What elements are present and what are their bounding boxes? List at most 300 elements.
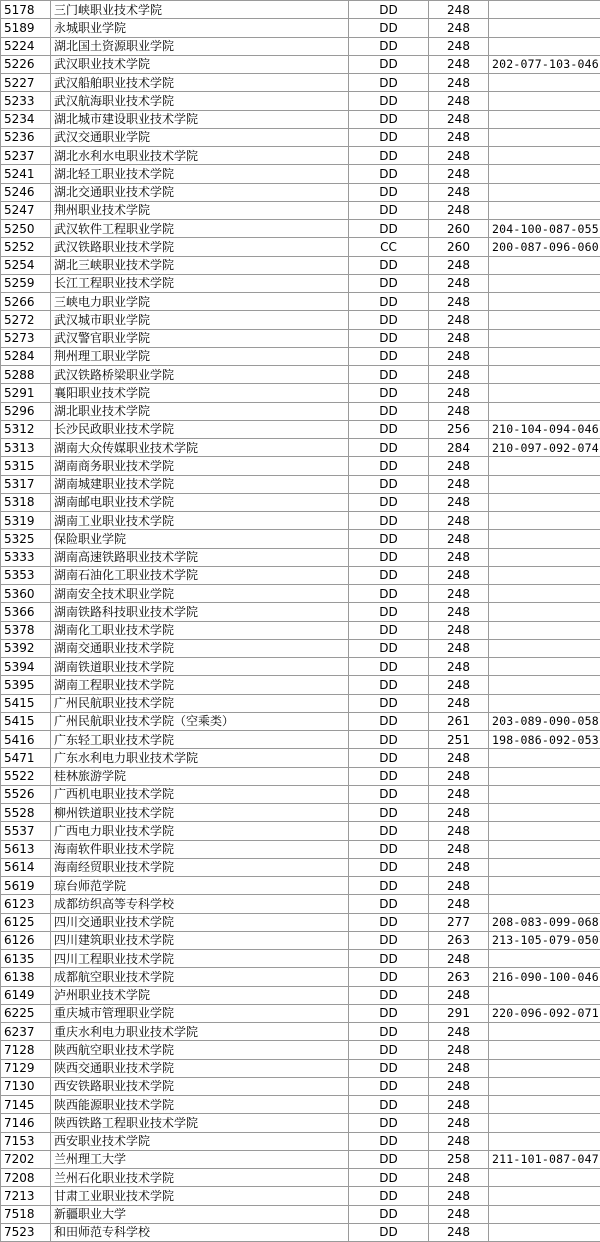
school-code-cell: 5236 xyxy=(1,128,51,146)
score-detail-cell xyxy=(489,493,600,511)
score-detail-cell xyxy=(489,457,600,475)
grade-cell: DD xyxy=(349,913,429,931)
table-row xyxy=(1,384,600,402)
score-detail-cell xyxy=(489,694,600,712)
school-code-cell: 5528 xyxy=(1,804,51,822)
grade-cell: DD xyxy=(349,968,429,986)
score-detail-cell xyxy=(489,147,600,165)
school-code-cell: 7213 xyxy=(1,1187,51,1205)
school-code-cell: 5526 xyxy=(1,785,51,803)
score-cell: 248 xyxy=(429,1205,489,1223)
school-code-cell: 5189 xyxy=(1,19,51,37)
school-code-cell: 5312 xyxy=(1,420,51,438)
grade-cell: DD xyxy=(349,548,429,566)
score-cell: 263 xyxy=(429,931,489,949)
school-code-cell: 5252 xyxy=(1,238,51,256)
table-row xyxy=(1,512,600,530)
school-name-cell: 桂林旅游学院 xyxy=(51,767,349,785)
school-code-cell: 5178 xyxy=(1,1,51,19)
school-name-cell: 西安职业技术学院 xyxy=(51,1132,349,1150)
table-row xyxy=(1,694,600,712)
school-name-cell: 湖南邮电职业技术学院 xyxy=(51,493,349,511)
grade-cell: DD xyxy=(349,694,429,712)
table-row xyxy=(1,493,600,511)
table-row xyxy=(1,1132,600,1150)
school-code-cell: 5415 xyxy=(1,694,51,712)
grade-cell: DD xyxy=(349,676,429,694)
table-row xyxy=(1,840,600,858)
school-code-cell: 5537 xyxy=(1,822,51,840)
school-name-cell: 湖南工业职业技术学院 xyxy=(51,512,349,530)
score-cell: 248 xyxy=(429,877,489,895)
table-row xyxy=(1,1059,600,1077)
score-detail-cell xyxy=(489,19,600,37)
grade-cell: DD xyxy=(349,840,429,858)
school-name-cell: 武汉软件工程职业学院 xyxy=(51,220,349,238)
table-row xyxy=(1,603,600,621)
grade-cell: DD xyxy=(349,92,429,110)
score-detail-cell xyxy=(489,1187,600,1205)
school-code-cell: 5318 xyxy=(1,493,51,511)
school-code-cell: 6125 xyxy=(1,913,51,931)
school-code-cell: 7128 xyxy=(1,1041,51,1059)
score-cell: 260 xyxy=(429,238,489,256)
school-code-cell: 5315 xyxy=(1,457,51,475)
score-detail-cell xyxy=(489,749,600,767)
school-name-cell: 柳州铁道职业技术学院 xyxy=(51,804,349,822)
score-cell: 248 xyxy=(429,274,489,292)
school-name-cell: 广州民航职业技术学院 xyxy=(51,694,349,712)
school-code-cell: 6123 xyxy=(1,895,51,913)
school-code-cell: 5250 xyxy=(1,220,51,238)
school-code-cell: 7208 xyxy=(1,1169,51,1187)
grade-cell: DD xyxy=(349,1004,429,1022)
table-row xyxy=(1,676,600,694)
school-name-cell: 广东水利电力职业技术学院 xyxy=(51,749,349,767)
table-row xyxy=(1,420,600,438)
school-name-cell: 陕西能源职业技术学院 xyxy=(51,1096,349,1114)
table-row xyxy=(1,1077,600,1095)
score-detail-cell xyxy=(489,785,600,803)
score-cell: 248 xyxy=(429,74,489,92)
score-cell: 248 xyxy=(429,1041,489,1059)
school-code-cell: 5266 xyxy=(1,293,51,311)
score-detail-cell xyxy=(489,128,600,146)
grade-cell: DD xyxy=(349,402,429,420)
grade-cell: DD xyxy=(349,201,429,219)
school-code-cell: 5360 xyxy=(1,585,51,603)
score-cell: 248 xyxy=(429,785,489,803)
score-cell: 248 xyxy=(429,475,489,493)
school-code-cell: 5392 xyxy=(1,639,51,657)
score-cell: 248 xyxy=(429,1169,489,1187)
score-detail-cell xyxy=(489,621,600,639)
school-name-cell: 湖南化工职业技术学院 xyxy=(51,621,349,639)
score-detail-cell xyxy=(489,311,600,329)
score-detail-cell xyxy=(489,1023,600,1041)
school-name-cell: 陕西交通职业技术学院 xyxy=(51,1059,349,1077)
grade-cell: DD xyxy=(349,366,429,384)
table-row xyxy=(1,785,600,803)
score-cell: 256 xyxy=(429,420,489,438)
school-code-cell: 5619 xyxy=(1,877,51,895)
grade-cell: DD xyxy=(349,183,429,201)
school-code-cell: 5224 xyxy=(1,37,51,55)
table-row xyxy=(1,1150,600,1168)
school-code-cell: 5296 xyxy=(1,402,51,420)
grade-cell: DD xyxy=(349,658,429,676)
score-detail-cell xyxy=(489,110,600,128)
table-row xyxy=(1,731,600,749)
grade-cell: DD xyxy=(349,603,429,621)
grade-cell: DD xyxy=(349,1096,429,1114)
score-cell: 248 xyxy=(429,1223,489,1241)
score-cell: 248 xyxy=(429,566,489,584)
score-cell: 248 xyxy=(429,840,489,858)
table-row xyxy=(1,110,600,128)
score-cell: 248 xyxy=(429,585,489,603)
grade-cell: DD xyxy=(349,128,429,146)
grade-cell: DD xyxy=(349,147,429,165)
school-code-cell: 5353 xyxy=(1,566,51,584)
table-row xyxy=(1,1023,600,1041)
score-detail-cell xyxy=(489,986,600,1004)
table-row xyxy=(1,274,600,292)
score-cell: 248 xyxy=(429,512,489,530)
table-row xyxy=(1,37,600,55)
table-row xyxy=(1,566,600,584)
score-detail-cell xyxy=(489,658,600,676)
school-code-cell: 6138 xyxy=(1,968,51,986)
grade-cell: DD xyxy=(349,512,429,530)
grade-cell: DD xyxy=(349,1132,429,1150)
school-name-cell: 武汉职业技术学院 xyxy=(51,55,349,73)
table-row xyxy=(1,822,600,840)
score-detail-cell xyxy=(489,1096,600,1114)
school-name-cell: 兰州石化职业技术学院 xyxy=(51,1169,349,1187)
school-name-cell: 湖北交通职业技术学院 xyxy=(51,183,349,201)
school-name-cell: 海南软件职业技术学院 xyxy=(51,840,349,858)
school-name-cell: 湖南铁道职业技术学院 xyxy=(51,658,349,676)
score-cell: 248 xyxy=(429,767,489,785)
school-code-cell: 5614 xyxy=(1,858,51,876)
school-name-cell: 重庆水利电力职业技术学院 xyxy=(51,1023,349,1041)
grade-cell: DD xyxy=(349,822,429,840)
grade-cell: DD xyxy=(349,293,429,311)
score-cell: 248 xyxy=(429,1,489,19)
table-row xyxy=(1,19,600,37)
score-detail-cell xyxy=(489,767,600,785)
score-cell: 248 xyxy=(429,329,489,347)
score-cell: 248 xyxy=(429,694,489,712)
score-detail-cell xyxy=(489,1114,600,1132)
school-code-cell: 5233 xyxy=(1,92,51,110)
score-detail-cell: 211-101-087-047 xyxy=(489,1150,600,1168)
school-name-cell: 陕西铁路工程职业技术学院 xyxy=(51,1114,349,1132)
school-code-cell: 5291 xyxy=(1,384,51,402)
table-row xyxy=(1,329,600,347)
grade-cell: DD xyxy=(349,311,429,329)
school-name-cell: 湖北职业技术学院 xyxy=(51,402,349,420)
school-code-cell: 7202 xyxy=(1,1150,51,1168)
table-row xyxy=(1,585,600,603)
school-code-cell: 5366 xyxy=(1,603,51,621)
school-name-cell: 湖北水利水电职业技术学院 xyxy=(51,147,349,165)
school-name-cell: 重庆城市管理职业学院 xyxy=(51,1004,349,1022)
school-code-cell: 5273 xyxy=(1,329,51,347)
table-row xyxy=(1,347,600,365)
school-code-cell: 7153 xyxy=(1,1132,51,1150)
score-cell: 248 xyxy=(429,804,489,822)
grade-cell: DD xyxy=(349,55,429,73)
grade-cell: DD xyxy=(349,804,429,822)
grade-cell: DD xyxy=(349,712,429,730)
table-row xyxy=(1,238,600,256)
school-name-cell: 武汉城市职业学院 xyxy=(51,311,349,329)
school-name-cell: 荆州理工职业学院 xyxy=(51,347,349,365)
table-row xyxy=(1,402,600,420)
table-row xyxy=(1,439,600,457)
table-row xyxy=(1,1114,600,1132)
score-cell: 291 xyxy=(429,1004,489,1022)
grade-cell: DD xyxy=(349,220,429,238)
school-name-cell: 湖南工程职业技术学院 xyxy=(51,676,349,694)
score-cell: 248 xyxy=(429,858,489,876)
score-cell: 248 xyxy=(429,147,489,165)
table-row xyxy=(1,913,600,931)
grade-cell: DD xyxy=(349,384,429,402)
school-code-cell: 5317 xyxy=(1,475,51,493)
school-name-cell: 泸州职业技术学院 xyxy=(51,986,349,1004)
table-row xyxy=(1,128,600,146)
table-row xyxy=(1,457,600,475)
score-detail-cell xyxy=(489,877,600,895)
score-detail-cell xyxy=(489,37,600,55)
score-detail-cell: 202-077-103-046 xyxy=(489,55,600,73)
table-row xyxy=(1,293,600,311)
score-cell: 248 xyxy=(429,749,489,767)
score-cell: 248 xyxy=(429,950,489,968)
score-detail-cell xyxy=(489,676,600,694)
school-code-cell: 5272 xyxy=(1,311,51,329)
school-name-cell: 甘肃工业职业技术学院 xyxy=(51,1187,349,1205)
grade-cell: DD xyxy=(349,1077,429,1095)
school-code-cell: 5333 xyxy=(1,548,51,566)
grade-cell: DD xyxy=(349,439,429,457)
score-detail-cell xyxy=(489,293,600,311)
school-name-cell: 西安铁路职业技术学院 xyxy=(51,1077,349,1095)
table-row xyxy=(1,220,600,238)
school-code-cell: 5471 xyxy=(1,749,51,767)
table-row xyxy=(1,877,600,895)
score-detail-cell xyxy=(489,183,600,201)
school-name-cell: 武汉铁路桥梁职业学院 xyxy=(51,366,349,384)
school-name-cell: 湖南城建职业技术学院 xyxy=(51,475,349,493)
score-detail-cell xyxy=(489,475,600,493)
table-row xyxy=(1,256,600,274)
grade-cell: DD xyxy=(349,639,429,657)
school-name-cell: 湖南铁路科技职业技术学院 xyxy=(51,603,349,621)
school-name-cell: 三峡电力职业学院 xyxy=(51,293,349,311)
school-name-cell: 四川工程职业技术学院 xyxy=(51,950,349,968)
school-name-cell: 湖南安全技术职业学院 xyxy=(51,585,349,603)
grade-cell: DD xyxy=(349,37,429,55)
score-cell: 284 xyxy=(429,439,489,457)
score-cell: 248 xyxy=(429,402,489,420)
score-cell: 248 xyxy=(429,183,489,201)
grade-cell: DD xyxy=(349,475,429,493)
school-code-cell: 5226 xyxy=(1,55,51,73)
score-detail-cell xyxy=(489,512,600,530)
table-row xyxy=(1,1205,600,1223)
school-name-cell: 湖南交通职业技术学院 xyxy=(51,639,349,657)
score-detail-cell xyxy=(489,329,600,347)
school-name-cell: 琼台师范学院 xyxy=(51,877,349,895)
school-code-cell: 5284 xyxy=(1,347,51,365)
table-row xyxy=(1,931,600,949)
school-code-cell: 7518 xyxy=(1,1205,51,1223)
school-name-cell: 长江工程职业技术学院 xyxy=(51,274,349,292)
score-table-body xyxy=(1,1,600,1242)
score-detail-cell xyxy=(489,858,600,876)
score-cell: 258 xyxy=(429,1150,489,1168)
school-name-cell: 陕西航空职业技术学院 xyxy=(51,1041,349,1059)
table-row xyxy=(1,548,600,566)
score-detail-cell xyxy=(489,804,600,822)
score-cell: 248 xyxy=(429,384,489,402)
grade-cell: DD xyxy=(349,566,429,584)
score-detail-cell xyxy=(489,74,600,92)
school-code-cell: 6237 xyxy=(1,1023,51,1041)
score-cell: 248 xyxy=(429,128,489,146)
school-code-cell: 5613 xyxy=(1,840,51,858)
school-code-cell: 5394 xyxy=(1,658,51,676)
table-row xyxy=(1,92,600,110)
school-code-cell: 5259 xyxy=(1,274,51,292)
school-code-cell: 5241 xyxy=(1,165,51,183)
score-detail-cell xyxy=(489,274,600,292)
table-row xyxy=(1,1187,600,1205)
school-name-cell: 和田师范专科学校 xyxy=(51,1223,349,1241)
school-name-cell: 湖北轻工职业技术学院 xyxy=(51,165,349,183)
score-cell: 248 xyxy=(429,493,489,511)
table-row xyxy=(1,895,600,913)
table-row xyxy=(1,986,600,1004)
school-code-cell: 5246 xyxy=(1,183,51,201)
grade-cell: DD xyxy=(349,895,429,913)
grade-cell: DD xyxy=(349,1041,429,1059)
grade-cell: DD xyxy=(349,931,429,949)
score-cell: 261 xyxy=(429,712,489,730)
table-row xyxy=(1,165,600,183)
score-detail-cell xyxy=(489,1041,600,1059)
score-cell: 248 xyxy=(429,1096,489,1114)
school-name-cell: 湖北城市建设职业技术学院 xyxy=(51,110,349,128)
grade-cell: DD xyxy=(349,877,429,895)
score-detail-cell xyxy=(489,1077,600,1095)
school-name-cell: 新疆职业大学 xyxy=(51,1205,349,1223)
table-row xyxy=(1,55,600,73)
grade-cell: DD xyxy=(349,986,429,1004)
score-detail-cell xyxy=(489,201,600,219)
score-cell: 248 xyxy=(429,19,489,37)
grade-cell: DD xyxy=(349,858,429,876)
score-detail-cell: 210-097-092-074 xyxy=(489,439,600,457)
score-detail-cell: 210-104-094-046 xyxy=(489,420,600,438)
grade-cell: DD xyxy=(349,1223,429,1241)
score-cell: 248 xyxy=(429,347,489,365)
school-name-cell: 广州民航职业技术学院（空乘类） xyxy=(51,712,349,730)
table-row xyxy=(1,1169,600,1187)
score-cell: 248 xyxy=(429,457,489,475)
score-cell: 260 xyxy=(429,220,489,238)
score-cell: 248 xyxy=(429,165,489,183)
grade-cell: DD xyxy=(349,530,429,548)
grade-cell: DD xyxy=(349,493,429,511)
school-name-cell: 武汉船舶职业技术学院 xyxy=(51,74,349,92)
school-code-cell: 6126 xyxy=(1,931,51,949)
school-code-cell: 5227 xyxy=(1,74,51,92)
school-code-cell: 5325 xyxy=(1,530,51,548)
school-code-cell: 5395 xyxy=(1,676,51,694)
score-cell: 248 xyxy=(429,676,489,694)
score-cell: 251 xyxy=(429,731,489,749)
score-detail-cell xyxy=(489,530,600,548)
school-code-cell: 7130 xyxy=(1,1077,51,1095)
grade-cell: DD xyxy=(349,1059,429,1077)
school-code-cell: 5237 xyxy=(1,147,51,165)
school-code-cell: 5416 xyxy=(1,731,51,749)
grade-cell: DD xyxy=(349,1205,429,1223)
score-cell: 248 xyxy=(429,639,489,657)
score-detail-cell xyxy=(489,384,600,402)
grade-cell: DD xyxy=(349,585,429,603)
school-name-cell: 保险职业学院 xyxy=(51,530,349,548)
grade-cell: DD xyxy=(349,749,429,767)
grade-cell: DD xyxy=(349,731,429,749)
grade-cell: DD xyxy=(349,1150,429,1168)
score-cell: 248 xyxy=(429,1114,489,1132)
table-row xyxy=(1,147,600,165)
school-name-cell: 湖南石油化工职业技术学院 xyxy=(51,566,349,584)
score-detail-cell xyxy=(489,585,600,603)
score-detail-cell xyxy=(489,548,600,566)
score-cell: 248 xyxy=(429,548,489,566)
table-row xyxy=(1,475,600,493)
school-name-cell: 成都航空职业技术学院 xyxy=(51,968,349,986)
table-row xyxy=(1,712,600,730)
table-row xyxy=(1,749,600,767)
score-cell: 248 xyxy=(429,1187,489,1205)
score-cell: 248 xyxy=(429,1059,489,1077)
grade-cell: DD xyxy=(349,74,429,92)
grade-cell: DD xyxy=(349,767,429,785)
score-detail-cell: 200-087-096-060 xyxy=(489,238,600,256)
school-name-cell: 广西机电职业技术学院 xyxy=(51,785,349,803)
score-cell: 248 xyxy=(429,1132,489,1150)
grade-cell: DD xyxy=(349,1,429,19)
school-code-cell: 5319 xyxy=(1,512,51,530)
grade-cell: DD xyxy=(349,110,429,128)
school-code-cell: 7129 xyxy=(1,1059,51,1077)
score-cell: 248 xyxy=(429,658,489,676)
score-detail-cell xyxy=(489,165,600,183)
grade-cell: DD xyxy=(349,457,429,475)
table-row xyxy=(1,201,600,219)
score-detail-cell: 204-100-087-055 xyxy=(489,220,600,238)
score-detail-cell xyxy=(489,347,600,365)
table-row xyxy=(1,1004,600,1022)
